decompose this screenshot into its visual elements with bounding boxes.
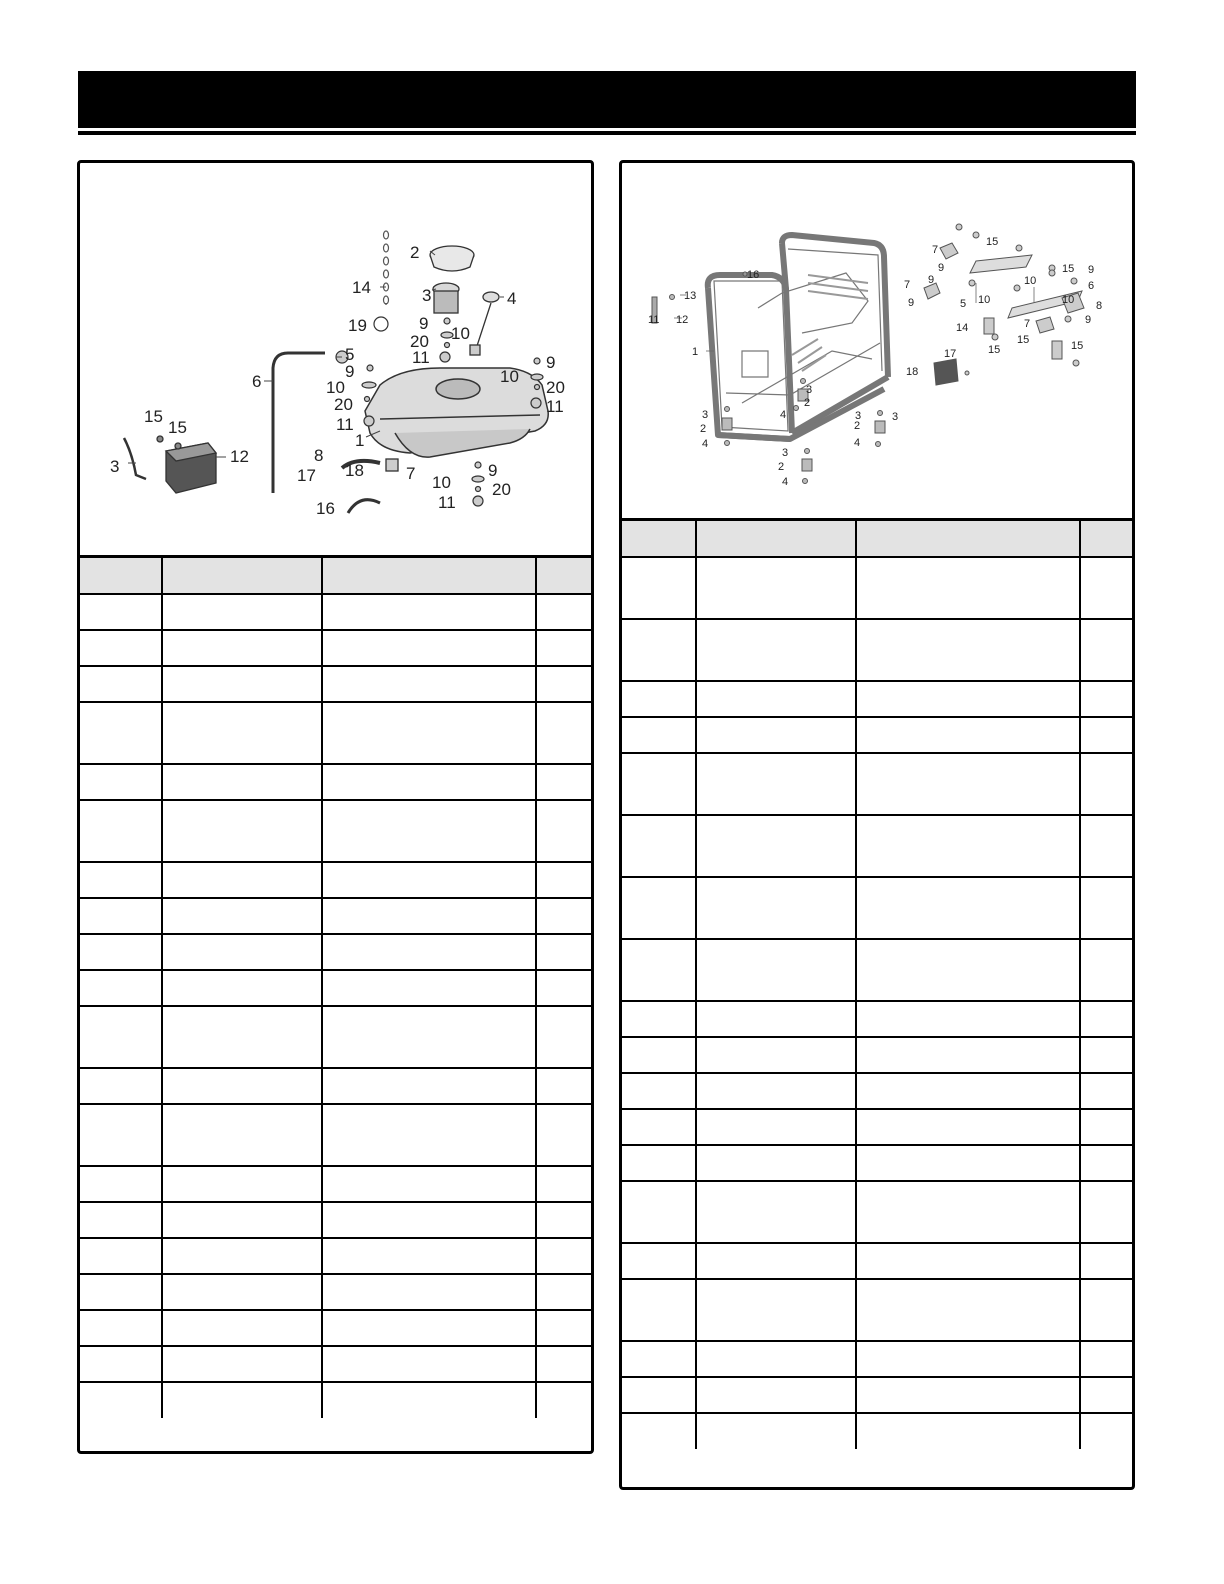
table-row [80, 970, 591, 1006]
table-cell [622, 1279, 696, 1341]
table-row [622, 1145, 1132, 1181]
table-cell [80, 1346, 162, 1382]
table-cell [536, 1310, 591, 1346]
table-cell [1080, 753, 1132, 815]
table-cell [622, 619, 696, 681]
table-cell [696, 681, 856, 717]
table-cell [622, 1073, 696, 1109]
left-table-body [80, 594, 591, 1418]
callout-label: 15 [144, 407, 163, 426]
callout-label: 10 [978, 294, 991, 306]
table-cell [322, 702, 536, 764]
callout-label: 2 [854, 420, 861, 432]
table-cell [1080, 1413, 1132, 1449]
table-cell [80, 666, 162, 702]
table-cell [536, 1068, 591, 1104]
table-row [622, 1413, 1132, 1449]
table-cell [162, 1346, 322, 1382]
table-cell [536, 1104, 591, 1166]
table-cell [162, 1382, 322, 1418]
callout-label: 20 [334, 395, 353, 414]
table-cell [622, 1181, 696, 1243]
table-cell [80, 862, 162, 898]
table-cell [1080, 877, 1132, 939]
table-cell [536, 1238, 591, 1274]
table-row [80, 862, 591, 898]
table-cell [536, 1382, 591, 1418]
table-row [80, 934, 591, 970]
table-row [80, 1104, 591, 1166]
table-cell [80, 764, 162, 800]
table-cell [322, 934, 536, 970]
callout-label: 7 [1024, 318, 1031, 330]
table-cell [622, 557, 696, 619]
table-cell [322, 1238, 536, 1274]
header-rule [78, 131, 1136, 135]
callout-label: 10 [451, 324, 470, 343]
callout-label: 6 [252, 372, 262, 391]
callout-label: 11 [438, 493, 456, 512]
callout-label: 15 [168, 418, 187, 437]
table-cell [622, 681, 696, 717]
shock-mounts-drawing [652, 272, 885, 484]
table-cell [162, 970, 322, 1006]
table-row [80, 764, 591, 800]
table-cell [80, 1310, 162, 1346]
table-row [622, 1377, 1132, 1413]
table-row [80, 666, 591, 702]
table-cell [322, 666, 536, 702]
table-cell [322, 764, 536, 800]
callout-label: 9 [1088, 264, 1095, 276]
callout-label: 9 [1085, 314, 1092, 326]
table-cell [536, 1346, 591, 1382]
callout-label: 15 [988, 344, 1001, 356]
callout-label: 12 [676, 314, 689, 326]
callout-label: 3 [855, 410, 862, 422]
table-row [80, 800, 591, 862]
table-cell [322, 1006, 536, 1068]
column-header [622, 520, 696, 558]
callout-label: 12 [230, 447, 249, 466]
section-header-bar [78, 71, 1136, 128]
callout-label: 10 [1062, 294, 1075, 306]
callout-label: 3 [806, 384, 813, 396]
table-cell [696, 1341, 856, 1377]
table-row [80, 1166, 591, 1202]
table-cell [1080, 1279, 1132, 1341]
callout-label: 9 [546, 353, 556, 372]
table-cell [1080, 815, 1132, 877]
table-cell [696, 1279, 856, 1341]
table-cell [856, 1001, 1080, 1037]
table-cell [536, 594, 591, 630]
table-cell [696, 619, 856, 681]
table-cell [622, 1037, 696, 1073]
table-cell [696, 877, 856, 939]
table-cell [856, 1341, 1080, 1377]
callout-label: 9 [345, 362, 355, 381]
callout-label: 1 [692, 346, 699, 358]
table-cell [80, 630, 162, 666]
table-row [622, 1073, 1132, 1109]
table-cell [162, 800, 322, 862]
callout-label: 10 [432, 473, 451, 492]
table-cell [696, 1001, 856, 1037]
table-cell [696, 1073, 856, 1109]
table-row [80, 594, 591, 630]
callout-label: 20 [492, 480, 511, 499]
table-cell [80, 1006, 162, 1068]
table-row [80, 898, 591, 934]
callout-label: 14 [956, 322, 969, 334]
fuel-tank-diagram-svg [80, 163, 591, 555]
table-cell [322, 898, 536, 934]
callout-label: 9 [938, 262, 945, 274]
table-cell [322, 1346, 536, 1382]
callout-label: 17 [297, 466, 316, 485]
frame-diagram-svg [622, 163, 1132, 518]
callout-label: 9 [928, 274, 935, 286]
table-row [80, 1068, 591, 1104]
fuel-cap-drawing [430, 246, 474, 271]
table-cell [856, 681, 1080, 717]
table-cell [322, 1274, 536, 1310]
callout-label: 2 [700, 423, 707, 435]
table-row [622, 681, 1132, 717]
callout-label: 4 [782, 476, 789, 488]
table-cell [322, 1104, 536, 1166]
table-cell [856, 1181, 1080, 1243]
table-cell [622, 815, 696, 877]
table-cell [1080, 1243, 1132, 1279]
table-row [80, 1310, 591, 1346]
fuel-tank-drawing [365, 368, 548, 457]
table-cell [622, 877, 696, 939]
table-cell [80, 1238, 162, 1274]
callout-label: 8 [314, 446, 324, 465]
callout-label: 9 [908, 297, 915, 309]
column-header [856, 520, 1080, 558]
table-row [80, 1238, 591, 1274]
fuel-gauge-drawing [470, 292, 499, 355]
callout-label: 6 [1088, 280, 1095, 292]
table-cell [856, 1073, 1080, 1109]
callout-label: 5 [345, 345, 355, 364]
table-row [622, 1037, 1132, 1073]
callout-label: 18 [345, 461, 364, 480]
callout-label: 4 [780, 409, 787, 421]
table-cell [322, 862, 536, 898]
callout-label: 3 [110, 457, 120, 476]
table-row [80, 1346, 591, 1382]
column-header [696, 520, 856, 558]
table-cell [536, 862, 591, 898]
fuel-tank-parts-table [80, 555, 591, 1418]
callout-label: 11 [546, 397, 564, 416]
table-cell [856, 1279, 1080, 1341]
table-row [622, 877, 1132, 939]
table-row [80, 1202, 591, 1238]
callout-label: 7 [406, 464, 416, 483]
table-row [80, 702, 591, 764]
table-cell [162, 1104, 322, 1166]
table-cell [162, 1068, 322, 1104]
table-cell [622, 1413, 696, 1449]
callout-label: 8 [1096, 300, 1103, 312]
table-cell [856, 753, 1080, 815]
table-cell [322, 800, 536, 862]
callout-label: 3 [422, 286, 432, 305]
table-cell [80, 1104, 162, 1166]
table-cell [696, 1109, 856, 1145]
table-cell [80, 1382, 162, 1418]
table-cell [1080, 1109, 1132, 1145]
brackets-drawing [924, 224, 1084, 385]
table-cell [80, 594, 162, 630]
table-row [622, 1279, 1132, 1341]
callout-label: 2 [778, 461, 785, 473]
table-header-row [80, 557, 591, 595]
table-cell [696, 1181, 856, 1243]
table-cell [322, 594, 536, 630]
table-cell [1080, 681, 1132, 717]
table-cell [322, 970, 536, 1006]
table-row [622, 815, 1132, 877]
table-cell [622, 1109, 696, 1145]
callout-label: 13 [684, 290, 697, 302]
table-cell [536, 970, 591, 1006]
table-cell [856, 717, 1080, 753]
table-cell [322, 1202, 536, 1238]
table-cell [856, 619, 1080, 681]
table-cell [536, 934, 591, 970]
table-cell [536, 1274, 591, 1310]
column-header [322, 557, 536, 595]
table-cell [322, 630, 536, 666]
callout-label: 1 [355, 431, 365, 450]
callout-label: 15 [1071, 340, 1084, 352]
table-cell [162, 862, 322, 898]
table-cell [1080, 1181, 1132, 1243]
chain-drawing [384, 231, 389, 304]
right-table-body [622, 557, 1132, 1449]
table-cell [536, 1006, 591, 1068]
table-cell [80, 1274, 162, 1310]
callout-label: 15 [986, 236, 999, 248]
callout-label: 4 [507, 289, 517, 308]
frame-exploded-diagram [622, 163, 1132, 518]
table-cell [1080, 939, 1132, 1001]
table-cell [322, 1068, 536, 1104]
table-cell [536, 666, 591, 702]
table-cell [1080, 1377, 1132, 1413]
table-row [622, 1341, 1132, 1377]
table-cell [622, 753, 696, 815]
table-cell [162, 898, 322, 934]
callout-label: 16 [747, 269, 760, 281]
table-cell [856, 1145, 1080, 1181]
table-cell [696, 1037, 856, 1073]
table-cell [622, 717, 696, 753]
callout-label: 9 [488, 461, 498, 480]
callout-label: 5 [960, 298, 967, 310]
table-cell [162, 594, 322, 630]
table-cell [162, 1238, 322, 1274]
table-row [622, 717, 1132, 753]
table-cell [80, 800, 162, 862]
table-row [80, 630, 591, 666]
table-row [622, 939, 1132, 1001]
table-row [622, 1181, 1132, 1243]
table-cell [536, 764, 591, 800]
callout-label: 11 [648, 314, 660, 326]
callout-label: 7 [932, 244, 939, 256]
table-cell [162, 934, 322, 970]
table-cell [696, 557, 856, 619]
table-cell [162, 1274, 322, 1310]
callout-label: 2 [804, 397, 811, 409]
table-cell [622, 1243, 696, 1279]
table-row [80, 1274, 591, 1310]
table-cell [696, 939, 856, 1001]
callout-label: 11 [336, 415, 354, 434]
table-cell [536, 1166, 591, 1202]
table-cell [80, 1166, 162, 1202]
callout-label: 10 [500, 367, 519, 386]
table-cell [1080, 557, 1132, 619]
callout-label: 14 [352, 278, 371, 297]
callout-label: 3 [782, 447, 789, 459]
table-cell [696, 815, 856, 877]
table-cell [1080, 1073, 1132, 1109]
table-cell [696, 1145, 856, 1181]
callout-label: 15 [1062, 263, 1075, 275]
table-cell [536, 800, 591, 862]
table-row [622, 1243, 1132, 1279]
table-cell [80, 702, 162, 764]
callout-label: 20 [546, 378, 565, 397]
table-row [622, 1109, 1132, 1145]
callout-label: 20 [410, 332, 429, 351]
table-cell [856, 939, 1080, 1001]
callout-label: 4 [854, 437, 861, 449]
table-cell [1080, 1145, 1132, 1181]
table-cell [696, 753, 856, 815]
callout-label: 7 [904, 279, 911, 291]
callout-label: 15 [1017, 334, 1030, 346]
table-cell [536, 1202, 591, 1238]
table-cell [80, 1202, 162, 1238]
table-cell [162, 702, 322, 764]
callout-label: 4 [702, 438, 709, 450]
column-header [536, 557, 591, 595]
callout-label: 3 [702, 409, 709, 421]
table-cell [856, 877, 1080, 939]
table-row [622, 619, 1132, 681]
table-cell [1080, 1341, 1132, 1377]
table-cell [856, 557, 1080, 619]
callout-label: 10 [1024, 275, 1037, 287]
table-cell [162, 764, 322, 800]
table-cell [622, 1341, 696, 1377]
table-cell [856, 1037, 1080, 1073]
table-cell [80, 1068, 162, 1104]
table-cell [622, 1001, 696, 1037]
table-cell [536, 630, 591, 666]
table-cell [622, 1145, 696, 1181]
table-cell [80, 898, 162, 934]
table-cell [1080, 1037, 1132, 1073]
table-cell [622, 939, 696, 1001]
table-cell [536, 702, 591, 764]
table-cell [322, 1166, 536, 1202]
table-cell [856, 1243, 1080, 1279]
table-cell [1080, 619, 1132, 681]
callout-label: 19 [348, 316, 367, 335]
table-cell [80, 970, 162, 1006]
callout-label: 11 [412, 348, 430, 367]
table-header-row [622, 520, 1132, 558]
table-row [80, 1006, 591, 1068]
table-cell [622, 1377, 696, 1413]
frame-leader-lines [674, 274, 1037, 351]
fuel-tank-panel [77, 160, 594, 1454]
table-cell [856, 1377, 1080, 1413]
frame-parts-table [622, 518, 1132, 1449]
table-cell [162, 1310, 322, 1346]
carbon-canister-drawing [124, 436, 216, 493]
callout-label: 18 [906, 366, 919, 378]
callout-label: 10 [326, 378, 345, 397]
callout-label: 2 [410, 243, 420, 262]
table-cell [856, 1109, 1080, 1145]
table-cell [856, 815, 1080, 877]
table-row [622, 1001, 1132, 1037]
callout-label: 17 [944, 348, 957, 360]
table-cell [856, 1413, 1080, 1449]
table-cell [696, 1377, 856, 1413]
column-header [80, 557, 162, 595]
table-cell [696, 717, 856, 753]
table-cell [322, 1310, 536, 1346]
table-row [80, 1382, 591, 1418]
table-cell [696, 1413, 856, 1449]
table-cell [1080, 717, 1132, 753]
fuel-tank-exploded-diagram [80, 163, 591, 555]
table-row [622, 753, 1132, 815]
callout-label: 16 [316, 499, 335, 518]
table-cell [162, 666, 322, 702]
table-row [622, 557, 1132, 619]
column-header [162, 557, 322, 595]
fuel-strainer-drawing [433, 283, 459, 313]
table-cell [162, 1006, 322, 1068]
callout-label: 3 [892, 411, 899, 423]
table-cell [536, 898, 591, 934]
column-header [1080, 520, 1132, 558]
table-cell [162, 1202, 322, 1238]
table-cell [162, 1166, 322, 1202]
table-cell [696, 1243, 856, 1279]
table-cell [162, 630, 322, 666]
table-cell [80, 934, 162, 970]
table-cell [322, 1382, 536, 1418]
table-cell [1080, 1001, 1132, 1037]
callout-label: 9 [419, 314, 429, 333]
frame-panel [619, 160, 1135, 1490]
